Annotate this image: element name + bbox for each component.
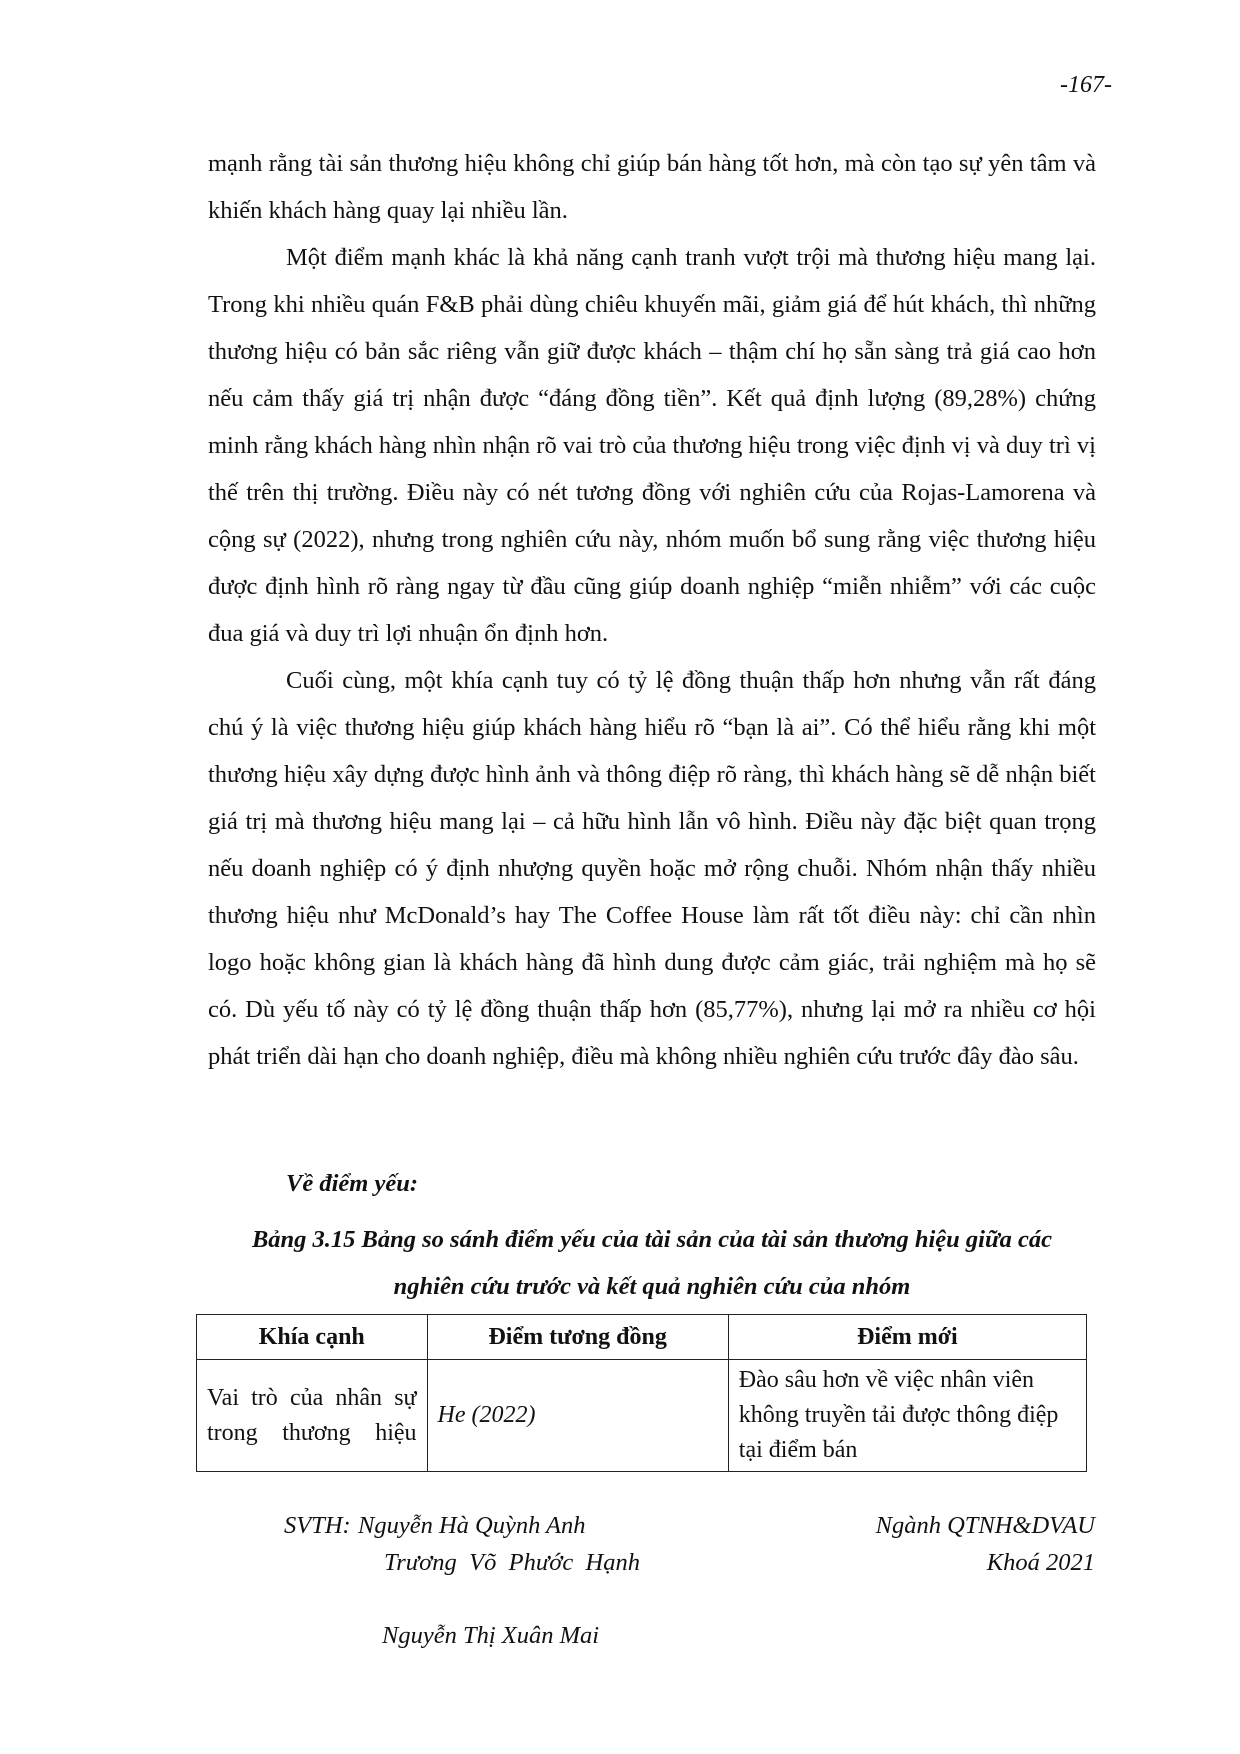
footer-major: Ngành QTNH&DVAU	[875, 1512, 1095, 1539]
paragraph-1: mạnh rằng tài sản thương hiệu không chỉ giúp bán hàng tốt hơn, mà còn tạo sự yên tâm và khiến khách hàng quay lại nhiều lần.	[208, 150, 1096, 224]
footer-student-1: Nguyễn Hà Quỳnh Anh	[358, 1512, 586, 1539]
section-subheading: Về điểm yếu:	[286, 1170, 418, 1197]
cell-similarity: He (2022)	[427, 1360, 728, 1472]
header-aspect: Khía cạnh	[197, 1315, 428, 1360]
table-caption-line-1: Bảng 3.15 Bảng so sánh điểm yếu của tài sản của tài sản thương hiệu giữa các	[251, 1226, 1053, 1253]
paragraph-2: Một điểm mạnh khác là khả năng cạnh tranh vượt trội mà thương hiệu mang lại. Trong khi nhiều quán F&B phải dùng chiêu khuyến mãi, giảm giá để hút khách, thì những thương hiệu có bản sắc riêng vẫn giữ được khách – thậm chí họ sẵn sàng trả giá cao hơn nếu cảm thấy giá trị nhận được “đáng đồng tiền”. Kết quả định lượng (89,28%) chứng minh rằng khách hàng nhìn nhận rõ vai trò của thương hiệu trong việc định vị và duy trì vị thế trên thị trường. Điều này có nét tương đồng với nghiên cứu của Rojas-Lamorena và cộng sự (2022), nhưng trong nghiên cứu này, nhóm muốn bổ sung rằng việc thương hiệu được định hình rõ ràng ngay từ đầu cũng giúp doanh nghiệp “miễn nhiễm” với các cuộc đua giá và duy trì lợi nhuận ổn định hơn.	[208, 244, 1096, 647]
header-similarity: Điểm tương đồng	[427, 1315, 728, 1360]
table-caption	[208, 1216, 1096, 1310]
cell-novelty: Đào sâu hơn về việc nhân viên không truyền tải được thông điệp tại điểm bán	[728, 1360, 1086, 1472]
comparison-table	[196, 1314, 1087, 1472]
cell-aspect: Vai trò của nhân sự trong thương hiệu	[197, 1360, 428, 1472]
header-novelty: Điểm mới	[728, 1315, 1086, 1360]
table-header-row	[197, 1315, 1087, 1360]
page-number: -167-	[1060, 72, 1112, 98]
table-caption-line-2: nghiên cứu trước và kết quả nghiên cứu của nhóm	[393, 1273, 911, 1300]
footer-cohort: Khoá 2021	[986, 1549, 1095, 1576]
table-row	[197, 1360, 1087, 1472]
body-text	[208, 140, 1096, 1080]
footer-student-2: Trương Võ Phước Hạnh	[384, 1549, 640, 1576]
footer-students-label: SVTH:	[284, 1512, 351, 1539]
footer-student-3: Nguyễn Thị Xuân Mai	[382, 1622, 600, 1649]
paragraph-3: Cuối cùng, một khía cạnh tuy có tỷ lệ đồng thuận thấp hơn nhưng vẫn rất đáng chú ý là việc thương hiệu giúp khách hàng hiểu rõ “bạn là ai”. Có thể hiểu rằng khi một thương hiệu xây dựng được hình ảnh và thông điệp rõ ràng, thì khách hàng sẽ dễ nhận biết giá trị mà thương hiệu mang lại – cả hữu hình lẫn vô hình. Điều này đặc biệt quan trọng nếu doanh nghiệp có ý định nhượng quyền hoặc mở rộng chuỗi. Nhóm nhận thấy nhiều thương hiệu như McDonald’s hay The Coffee House làm rất tốt điều này: chỉ cần nhìn logo hoặc không gian là khách hàng đã hình dung được cảm giác, trải nghiệm mà họ sẽ có. Dù yếu tố này có tỷ lệ đồng thuận thấp hơn (85,77%), nhưng lại mở ra nhiều cơ hội phát triển dài hạn cho doanh nghiệp, điều mà không nhiều nghiên cứu trước đây đào sâu.	[208, 667, 1096, 1070]
